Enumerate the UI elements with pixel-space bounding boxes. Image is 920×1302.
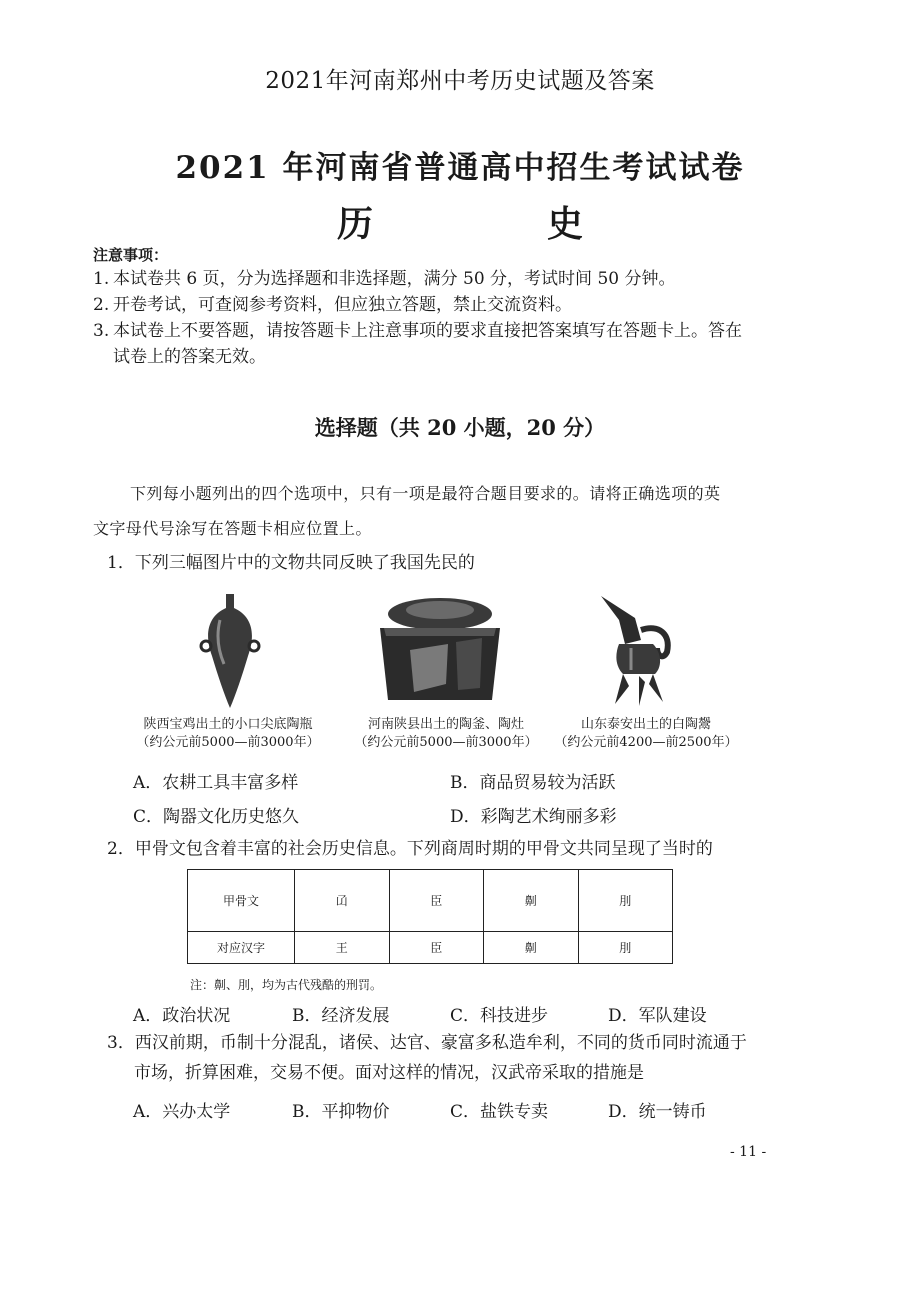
pointed-bottom-vase-image [190, 590, 270, 710]
artifact-2-caption [346, 716, 546, 752]
note-text: 本试卷上不要答题，请按答题卡上注意事项的要求直接把答案填写在答题卡上。答在 [113, 321, 742, 341]
note-item-3 [93, 318, 783, 370]
document-banner-title: 2021年河南郑州中考历史试题及答案 [265, 68, 655, 94]
q2-option-c[interactable]: C．科技进步 [450, 1006, 549, 1026]
instruction-line-2: 文字母代号涂写在答题卡相应位置上。 [93, 519, 372, 538]
q3-option-d[interactable]: D．统一铸币 [608, 1102, 707, 1122]
exam-title: 2021 年河南省普通高中招生考试试卷 [175, 150, 745, 186]
question-1-stem: 1．下列三幅图片中的文物共同反映了我国先民的 [107, 553, 475, 573]
q3-option-c[interactable]: C．盐铁专卖 [450, 1102, 549, 1122]
modern-char-cell: 刖 [578, 932, 673, 964]
artifact-date: （约公元前4200—前2500年） [554, 735, 738, 750]
note-item-1 [93, 266, 783, 292]
question-2-stem: 2．甲骨文包含着丰富的社会历史信息。下列商周时期的甲骨文共同呈现了当时的 [107, 839, 713, 859]
q1-option-b[interactable]: B．商品贸易较为活跃 [450, 773, 616, 793]
oracle-glyph-row [188, 870, 673, 932]
oracle-glyph-cell: 劓 [484, 870, 579, 932]
oracle-glyph-cell: 臣 [389, 870, 484, 932]
pottery-pot-stove-image [370, 592, 510, 707]
modern-char-cell: 王 [295, 932, 390, 964]
page-number: - 11 - [730, 1144, 767, 1160]
artifact-3-caption [546, 716, 746, 752]
note-number: 2. [93, 295, 110, 315]
note-text: 开卷考试，可查阅参考资料，但应独立答题，禁止交流资料。 [113, 295, 572, 315]
oracle-bone-table [187, 869, 673, 964]
note-number: 3. [93, 321, 110, 341]
note-text-continued: 试卷上的答案无效。 [113, 347, 266, 367]
question-3-stem [107, 1028, 787, 1088]
q2-option-d[interactable]: D．军队建设 [608, 1006, 707, 1026]
modern-char-cell: 劓 [484, 932, 579, 964]
artifact-1-caption [128, 716, 328, 752]
oracle-glyph-cell: 刖 [578, 870, 673, 932]
row-label: 甲骨文 [188, 870, 295, 932]
note-number: 1. [93, 269, 110, 289]
q3-option-a[interactable]: A．兴办太学 [133, 1102, 231, 1122]
q2-option-b[interactable]: B．经济发展 [292, 1006, 390, 1026]
section-title: 选择题（共 20 小题，20 分） [314, 415, 606, 440]
modern-char-row [188, 932, 673, 964]
note-item-2 [93, 292, 783, 318]
subject-char-1: 历 [336, 203, 373, 245]
row-label: 对应汉字 [188, 932, 295, 964]
instruction-line-1: 下列每小题列出的四个选项中，只有一项是最符合题目要求的。请将正确选项的英 [130, 484, 721, 503]
pottery-gui-vessel-image [595, 590, 685, 708]
q2-option-a[interactable]: A．政治状况 [133, 1006, 231, 1026]
q1-option-a[interactable]: A．农耕工具丰富多样 [133, 773, 299, 793]
question-3-line-2: 市场，折算困难，交易不便。面对这样的情况，汉武帝采取的措施是 [134, 1063, 644, 1083]
modern-char-cell: 臣 [389, 932, 484, 964]
artifact-date: （约公元前5000—前3000年） [354, 735, 538, 750]
artifact-date: （约公元前5000—前3000年） [136, 735, 320, 750]
artifact-name: 河南陕县出土的陶釜、陶灶 [367, 717, 524, 732]
q3-option-b[interactable]: B．平抑物价 [292, 1102, 390, 1122]
q1-option-d[interactable]: D．彩陶艺术绚丽多彩 [450, 807, 617, 827]
oracle-glyph-cell: 𠙶 [295, 870, 390, 932]
note-text: 本试卷共 6 页，分为选择题和非选择题，满分 50 分，考试时间 50 分钟。 [113, 269, 676, 289]
subject-char-2: 史 [546, 203, 583, 245]
table-footnote: 注：劓、刖，均为古代残酷的刑罚。 [190, 978, 383, 992]
artifact-name: 山东泰安出土的白陶鬶 [580, 717, 711, 732]
notes-heading: 注意事项： [93, 246, 169, 264]
subject-title [0, 196, 920, 247]
artifact-name: 陕西宝鸡出土的小口尖底陶瓶 [143, 717, 313, 732]
question-3-line-1: 3．西汉前期，币制十分混乱，诸侯、达官、豪富多私造牟利，不同的货币同时流通于 [107, 1033, 747, 1053]
q1-option-c[interactable]: C．陶器文化历史悠久 [133, 807, 300, 827]
